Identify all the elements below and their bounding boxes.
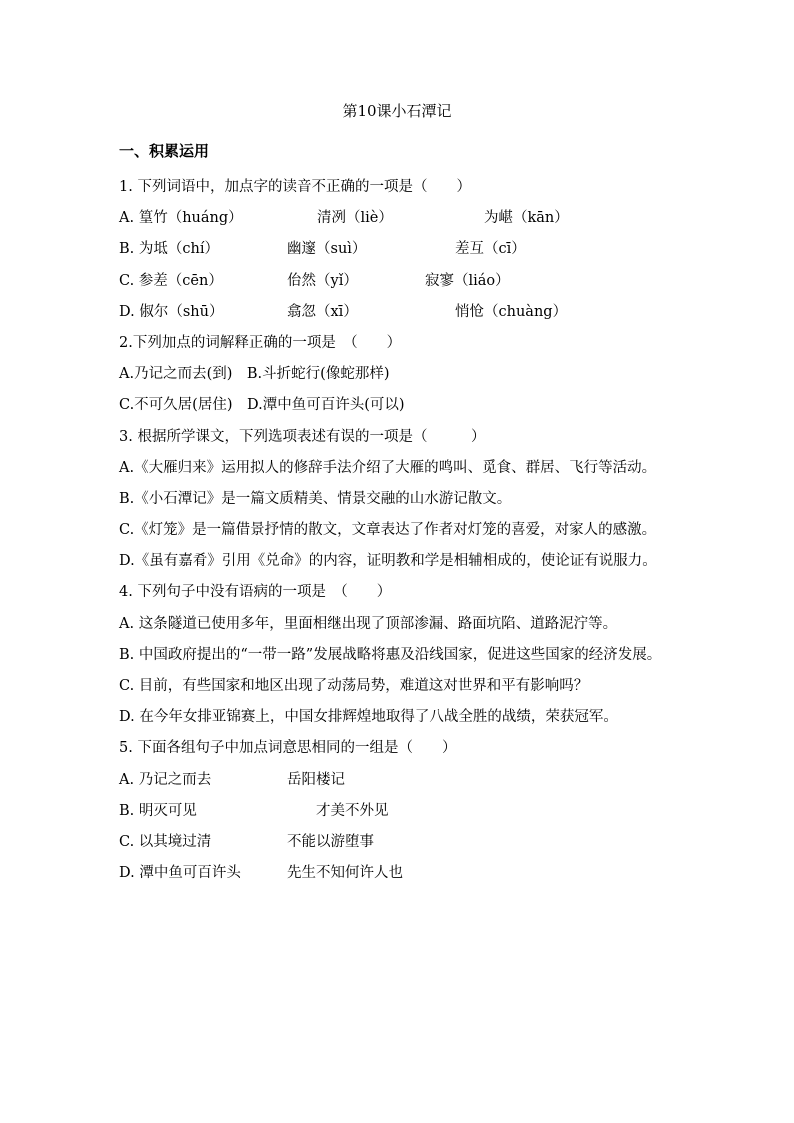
q1-c-2: 佁然（yǐ） (287, 272, 358, 289)
q3-option-c: C.《灯笼》是一篇借景抒情的散文，文章表达了作者对灯笼的喜爱，对家人的感激。 (119, 522, 657, 539)
q4-option-d: D. 在今年女排亚锦赛上，中国女排辉煌地取得了八战全胜的战绩，荣获冠军。 (119, 709, 618, 726)
q1-stem: 1. 下列词语中，加点字的读音不正确的一项是（ ） (119, 179, 471, 195)
q3-option-b: B.《小石潭记》是一篇文质精美、情景交融的山水游记散文。 (119, 490, 512, 507)
q5-option-a (119, 765, 679, 796)
q1-a-2: 清冽（liè） (317, 210, 393, 227)
q3-option-a: A.《大雁归来》运用拟人的修辞手法介绍了大雁的鸣叫、觅食、群居、飞行等活动。 (119, 459, 657, 476)
section-heading: 一、积累运用 (119, 142, 210, 160)
q1-b-1: B. 为坻（chí） (119, 241, 219, 258)
q1-a-1: A. 篁竹（huáng） (119, 210, 243, 227)
q4-stem: 4. 下列句子中没有语病的一项是 （ ） (119, 584, 392, 601)
q1-option-d (119, 297, 679, 328)
q3-stem: 3. 根据所学课文，下列选项表述有误的一项是（ ） (119, 428, 486, 445)
q4-option-a: A. 这条隧道已使用多年，里面相继出现了顶部渗漏、路面坑陷、道路泥泞等。 (119, 615, 618, 632)
q1-b-2: 幽邃（suì） (287, 241, 367, 258)
q4-option-c: C. 目前，有些国家和地区出现了动荡局势，难道这对世界和平有影响吗？ (119, 678, 589, 695)
q2-options-cd: C.不可久居(居住) D.潭中鱼可百许头(可以) (119, 397, 405, 414)
q5-c-1: C. 以其境过清 (119, 834, 212, 850)
q2-options-ab: A.乃记之而去(到) B.斗折蛇行(像蛇那样) (119, 366, 390, 383)
q5-option-d (119, 858, 679, 889)
q5-stem: 5. 下面各组句子中加点词意思相同的一组是（ ） (119, 740, 457, 757)
q5-option-b (119, 796, 679, 827)
q2-stem: 2.下列加点的词解释正确的一项是 （ ） (119, 334, 402, 351)
q1-a-3: 为嵁（kān） (484, 210, 569, 227)
q5-option-c (119, 827, 679, 858)
q1-option-b (119, 234, 679, 265)
q1-d-1: D. 俶尔（shū） (119, 303, 224, 320)
q5-a-1: A. 乃记之而去 (119, 771, 212, 788)
q5-b-2: 才美不外见 (316, 802, 389, 819)
q4-option-b: B. 中国政府提出的“一带一路”发展战略将惠及沿线国家，促进这些国家的经济发展。 (119, 646, 662, 663)
q1-option-a (119, 203, 679, 234)
q5-a-2: 岳阳楼记 (287, 771, 345, 788)
q1-c-3: 寂寥（liáo） (425, 272, 510, 289)
question-list (119, 172, 679, 889)
q1-option-c (119, 266, 679, 297)
q1-d-2: 翕忽（xī） (287, 303, 358, 320)
q5-b-1: B. 明灭可见 (119, 802, 197, 819)
q1-b-3: 差互（cī） (455, 241, 526, 258)
q3-option-d: D.《虽有嘉肴》引用《兑命》的内容，证明教和学是相辅相成的，使论证有说服力。 (119, 553, 657, 570)
q5-d-2: 先生不知何许人也 (287, 865, 403, 882)
page-title: 第10课小石潭记 (342, 102, 452, 120)
q1-d-3: 悄怆（chuàng） (455, 303, 568, 320)
q5-d-1: D. 潭中鱼可百许头 (119, 865, 241, 882)
q5-c-2: 不能以游堕事 (287, 834, 374, 850)
q1-c-1: C. 参差（cēn） (119, 272, 223, 289)
